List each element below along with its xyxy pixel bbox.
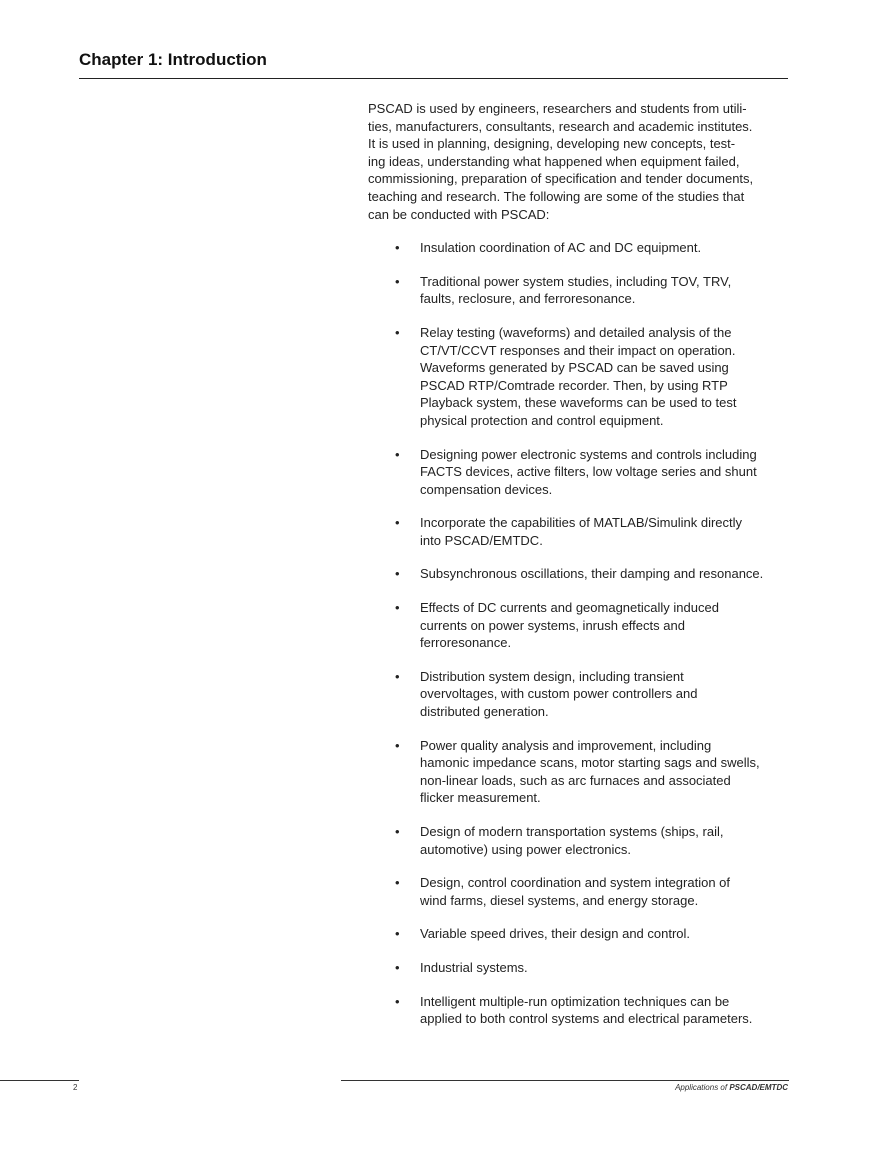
- bullet-icon: •: [395, 959, 400, 975]
- list-item-line: faults, reclosure, and ferroresonance.: [420, 291, 636, 307]
- list-item-line: CT/VT/CCVT responses and their impact on operation.: [420, 342, 736, 358]
- intro-line: can be conducted with PSCAD:: [368, 206, 550, 222]
- intro-line: It is used in planning, designing, developing new concepts, test-: [368, 136, 736, 152]
- intro-line: PSCAD is used by engineers, researchers and students from utili-: [368, 101, 747, 116]
- list-item: [368, 668, 790, 721]
- list-item-line: Design, control coordination and system integration of: [420, 875, 731, 891]
- bullet-icon: •: [395, 240, 400, 256]
- list-item-line: overvoltages, with custom power controllers and: [420, 686, 698, 702]
- list-item-line: Intelligent multiple-run optimization techniques can be: [420, 993, 730, 1009]
- list-item-line: currents on power systems, inrush effects and: [420, 617, 685, 633]
- intro-line: commissioning, preparation of specification and tender documents,: [368, 171, 754, 187]
- footer-title-product: PSCAD/EMTDC: [729, 1083, 788, 1092]
- list-item: [368, 959, 790, 977]
- bullet-icon: •: [395, 875, 400, 891]
- list-item-line: compensation devices.: [420, 481, 553, 497]
- list-item-line: wind farms, diesel systems, and energy storage.: [420, 892, 699, 908]
- intro-line: ing ideas, understanding what happened when equipment failed,: [368, 153, 740, 169]
- list-item-line: Insulation coordination of AC and DC equipment.: [420, 240, 702, 256]
- list-item: [368, 446, 790, 499]
- list-item-line: applied to both control systems and electrical parameters.: [420, 1011, 753, 1027]
- bullet-icon: •: [395, 446, 400, 462]
- list-item: [368, 273, 790, 308]
- list-item-line: Industrial systems.: [420, 959, 528, 975]
- list-item-line: Distribution system design, including transient: [420, 668, 684, 684]
- bullet-icon: •: [395, 824, 400, 839]
- list-item: [368, 925, 790, 943]
- list-item-line: Waveforms generated by PSCAD can be saved using: [420, 360, 729, 376]
- list-item: [368, 324, 790, 430]
- main-content: [368, 100, 790, 1044]
- list-item-line: Traditional power system studies, including TOV, TRV,: [420, 273, 732, 289]
- list-item-line: Incorporate the capabilities of MATLAB/Simulink directly: [420, 515, 743, 531]
- intro-line: teaching and research. The following are some of the studies that: [368, 188, 745, 204]
- list-item: [368, 874, 790, 909]
- intro-paragraph: [368, 100, 790, 223]
- chapter-title: Chapter 1: Introduction: [79, 50, 267, 69]
- list-item: [368, 823, 790, 858]
- list-item: [368, 239, 790, 257]
- page-number: 2: [73, 1083, 78, 1092]
- list-item-line: ferroresonance.: [420, 635, 512, 651]
- list-item: [368, 993, 790, 1028]
- list-item-line: hamonic impedance scans, motor starting sags and swells,: [420, 755, 760, 771]
- bullet-icon: •: [395, 515, 400, 531]
- list-item-line: FACTS devices, active filters, low voltage series and shunt: [420, 464, 757, 480]
- list-item-line: into PSCAD/EMTDC.: [420, 532, 543, 548]
- bullet-icon: •: [395, 668, 400, 684]
- studies-list: [368, 239, 790, 1028]
- list-item-line: Subsynchronous oscillations, their damping and resonance.: [420, 566, 764, 582]
- footer-title-prefix: Applications of: [675, 1083, 730, 1092]
- list-item-line: Variable speed drives, their design and control.: [420, 926, 691, 942]
- list-item: [368, 514, 790, 549]
- list-item: [368, 737, 790, 807]
- list-item-line: Playback system, these waveforms can be used to test: [420, 395, 737, 411]
- list-item: [368, 565, 790, 583]
- footer-divider-left: [0, 1080, 79, 1081]
- header-divider: [79, 78, 788, 79]
- footer-divider-right: [341, 1080, 789, 1081]
- list-item-line: Effects of DC currents and geomagnetically induced: [420, 600, 719, 616]
- bullet-icon: •: [395, 566, 400, 582]
- list-item-line: non-linear loads, such as arc furnaces and associated: [420, 772, 731, 788]
- footer-title: [675, 1083, 788, 1092]
- list-item-line: flicker measurement.: [420, 790, 541, 806]
- list-item-line: distributed generation.: [420, 704, 549, 720]
- list-item-line: Relay testing (waveforms) and detailed analysis of the: [420, 324, 732, 340]
- bullet-icon: •: [395, 737, 400, 753]
- list-item-line: PSCAD RTP/Comtrade recorder. Then, by using RTP: [420, 377, 728, 393]
- list-item: [368, 599, 790, 652]
- bullet-icon: •: [395, 600, 400, 616]
- bullet-icon: •: [395, 926, 400, 942]
- list-item-line: automotive) using power electronics.: [420, 841, 631, 857]
- bullet-icon: •: [395, 273, 400, 289]
- bullet-icon: •: [395, 993, 400, 1009]
- list-item-line: physical protection and control equipment.: [420, 412, 664, 428]
- list-item-line: Power quality analysis and improvement, including: [420, 737, 712, 753]
- intro-line: ties, manufacturers, consultants, research and academic institutes.: [368, 118, 753, 134]
- list-item-line: Design of modern transportation systems (ships, rail,: [420, 824, 724, 839]
- bullet-icon: •: [395, 324, 400, 340]
- list-item-line: Designing power electronic systems and controls including: [420, 446, 757, 462]
